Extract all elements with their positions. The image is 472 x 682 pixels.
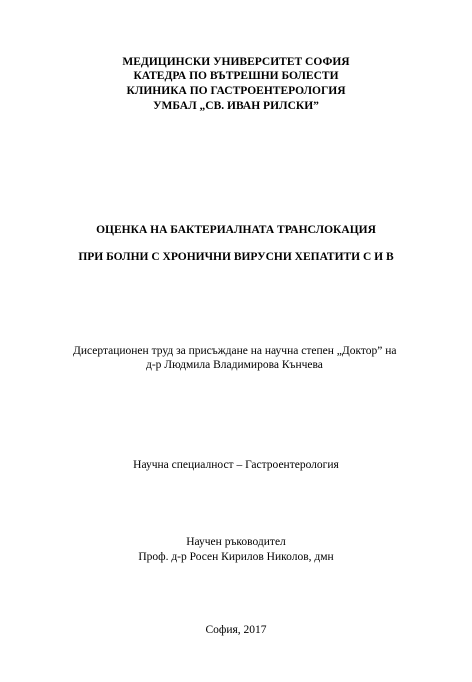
dissertation-statement: Дисертационен труд за присъждане на научна степен „Доктор” на bbox=[73, 345, 397, 357]
thesis-title-line-1: ОЦЕНКА НА БАКТЕРИАЛНАТА ТРАНСЛОКАЦИЯ bbox=[96, 224, 376, 236]
place-and-year: София, 2017 bbox=[205, 624, 267, 636]
thesis-title-line-2: ПРИ БОЛНИ С ХРОНИЧНИ ВИРУСНИ ХЕПАТИТИ С И В bbox=[78, 251, 394, 263]
author-name: д-р Людмила Владимирова Кънчева bbox=[146, 359, 323, 371]
supervisor-name: Проф. д-р Росен Кирилов Николов, дмн bbox=[138, 551, 334, 563]
scientific-specialty: Научна специалност – Гастроентерология bbox=[133, 459, 339, 471]
hospital-name: УМБАЛ „СВ. ИВАН РИЛСКИ” bbox=[153, 100, 319, 112]
clinic-name: КЛИНИКА ПО ГАСТРОЕНТЕРОЛОГИЯ bbox=[126, 85, 346, 97]
department-name: КАТЕДРА ПО ВЪТРЕШНИ БОЛЕСТИ bbox=[133, 70, 339, 82]
university-name: МЕДИЦИНСКИ УНИВЕРСИТЕТ СОФИЯ bbox=[122, 56, 350, 68]
supervisor-label: Научен ръководител bbox=[186, 536, 286, 548]
